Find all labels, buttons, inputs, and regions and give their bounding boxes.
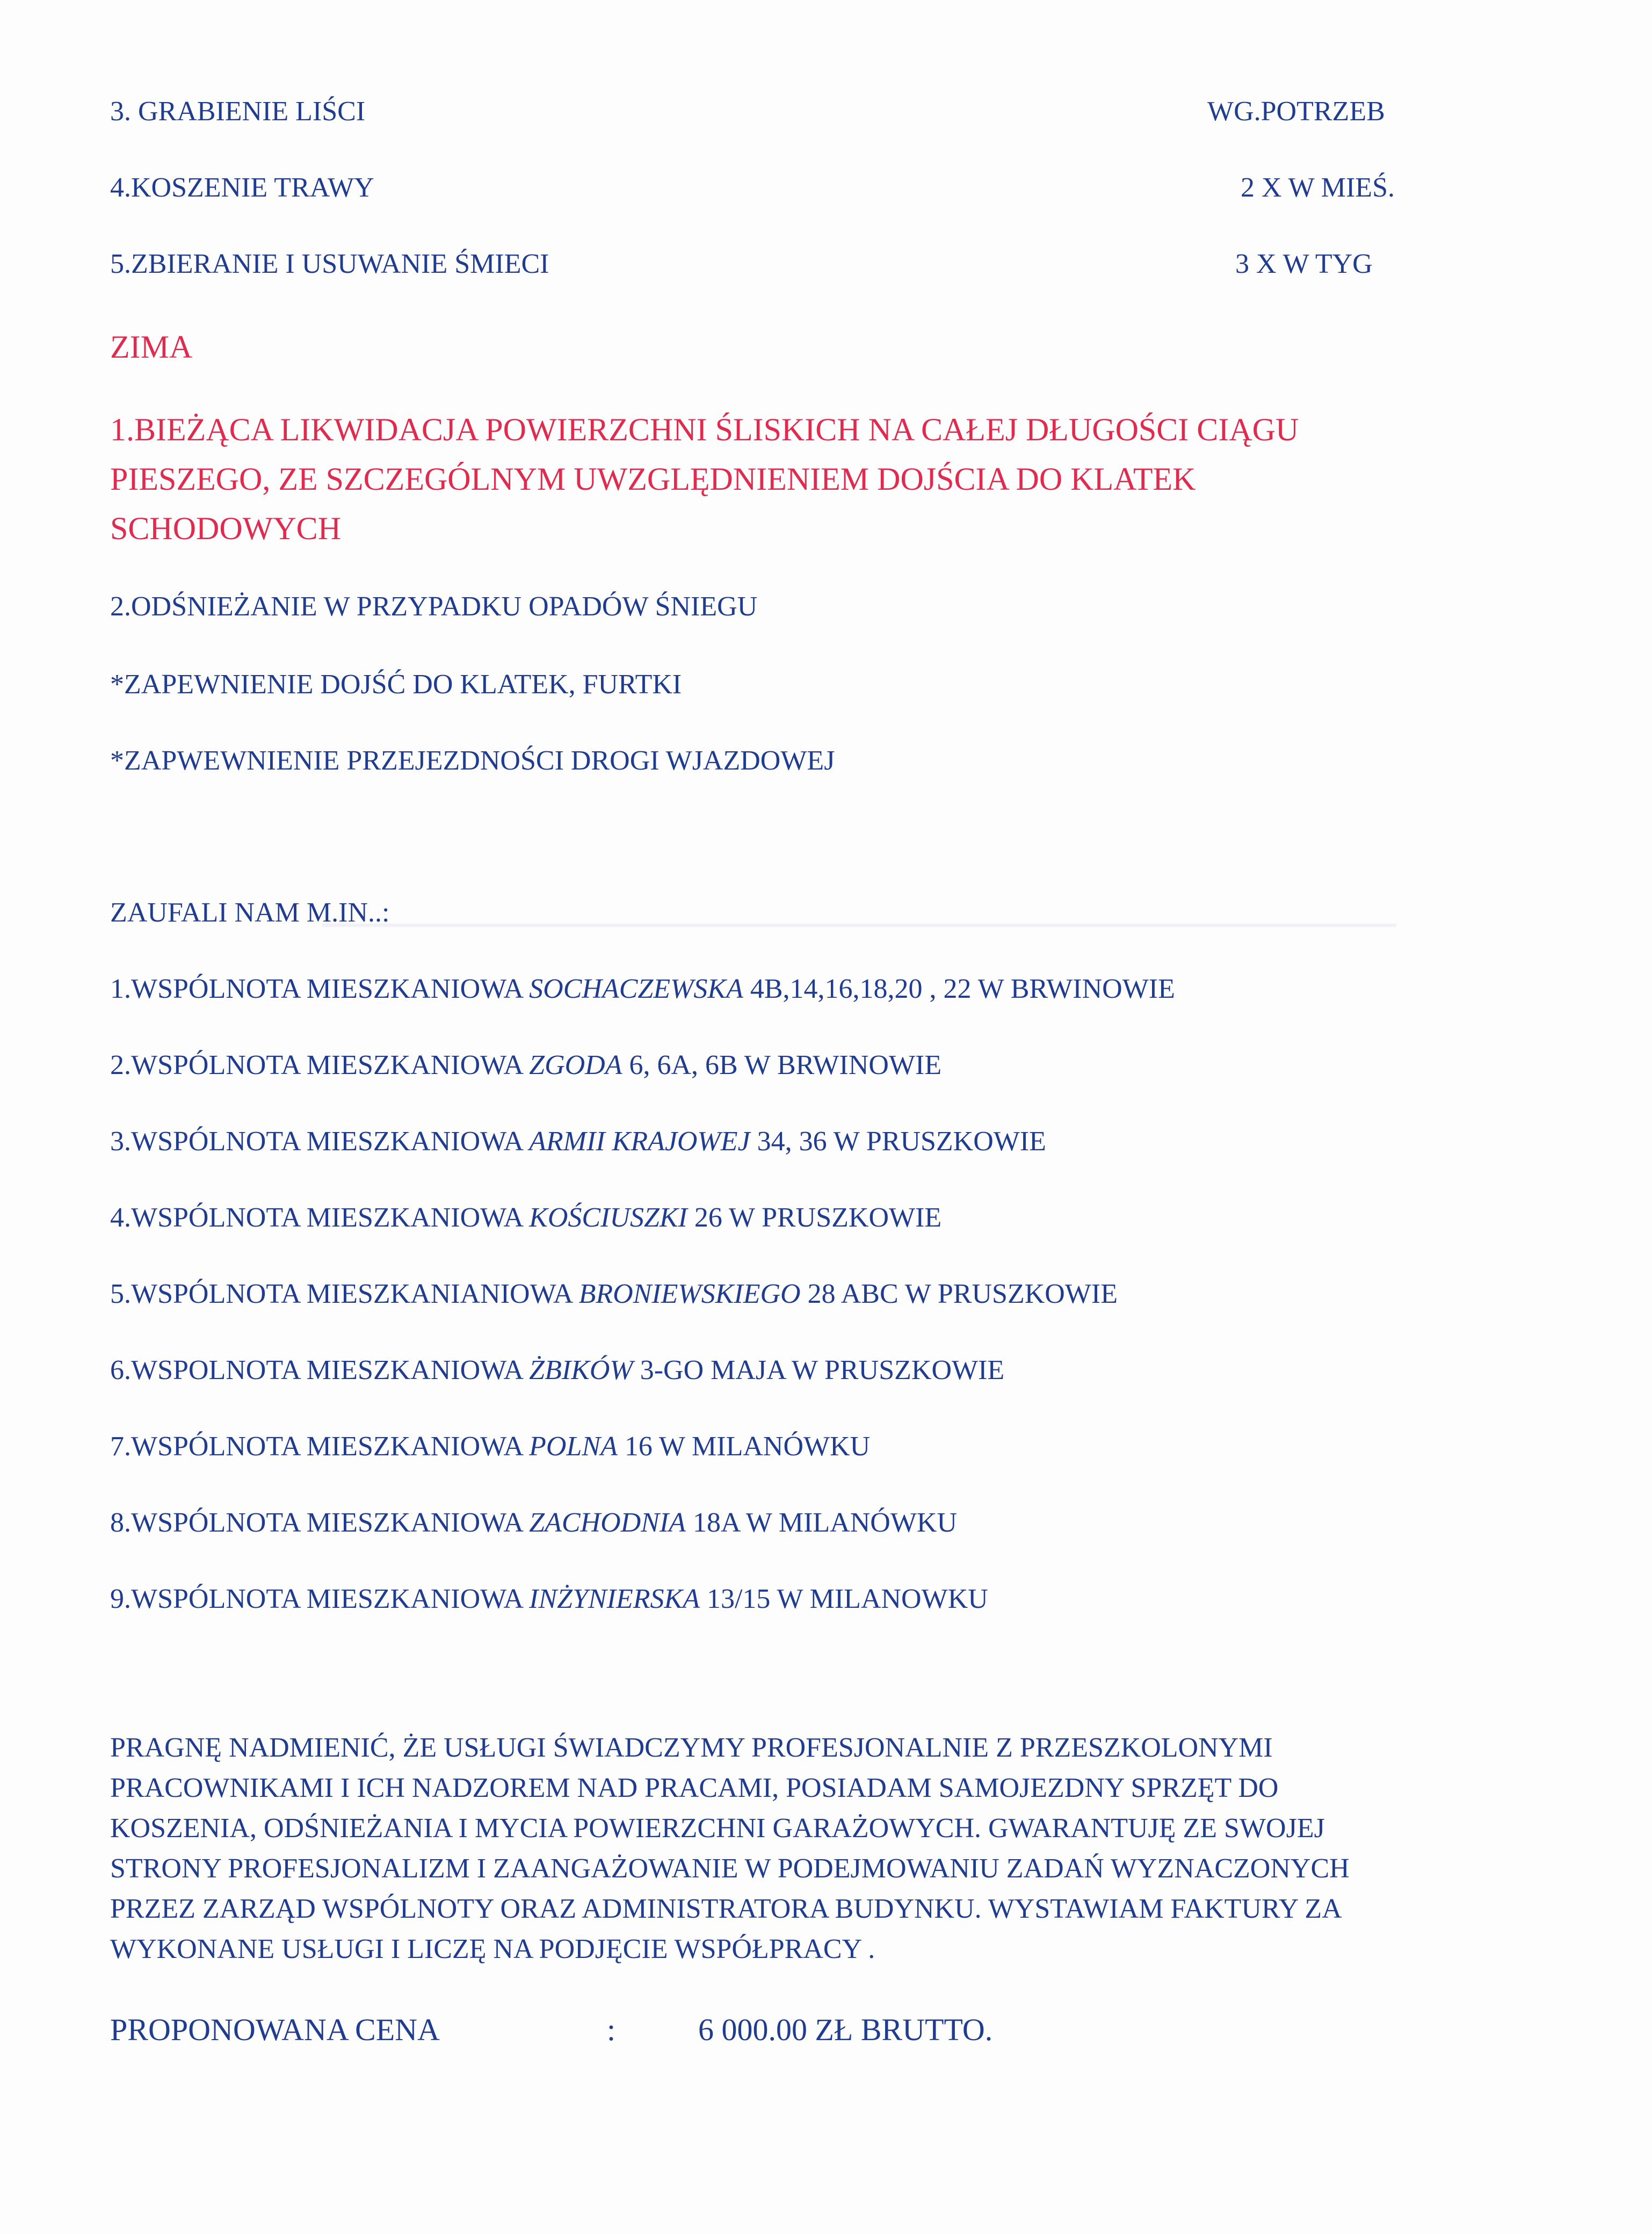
client-suffix: 13/15 W MILANOWKU (699, 1584, 988, 1614)
task-row-trash (110, 248, 549, 280)
closing-line: PRZEZ ZARZĄD WSPÓLNOTY ORAZ ADMINISTRATORA BUDYNKU. WYSTAWIAM FAKTURY ZA (110, 1894, 1342, 1924)
winter-sub-2: *ZAPWEWNIENIE PRZEJEZDNOŚCI DROGI WJAZDOWEJ (110, 745, 835, 776)
client-suffix: 6, 6A, 6B W BRWINOWIE (622, 1050, 942, 1080)
client-prefix: 1.WSPÓLNOTA MIESZKANIOWA (110, 974, 530, 1004)
client-prefix: 6.WSPOLNOTA MIESZKANIOWA (110, 1355, 530, 1386)
client-list-item (110, 1507, 957, 1539)
client-list-item (110, 1354, 1004, 1387)
winter-item-1-line-3: SCHODOWYCH (110, 511, 342, 546)
client-prefix: 5.WSPÓLNOTA MIESZKANIANIOWA (110, 1279, 579, 1309)
task-frequency: WG.POTRZEB (1207, 96, 1385, 127)
price-value: 6 000.00 ZŁ BRUTTO. (698, 2012, 993, 2047)
show-through-rule (322, 924, 1396, 927)
client-list-item (110, 1049, 941, 1082)
client-suffix: 18A W MILANÓWKU (685, 1507, 957, 1538)
client-street: ZACHODNIA (529, 1507, 686, 1538)
winter-item-1-line-2: PIESZEGO, ZE SZCZEGÓLNYM UWZGLĘDNIENIEM DOJŚCIA DO KLATEK (110, 461, 1196, 497)
task-label: 3. GRABIENIE LIŚCI (110, 96, 366, 127)
client-prefix: 4.WSPÓLNOTA MIESZKANIOWA (110, 1202, 530, 1233)
price-label: PROPONOWANA CENA (110, 2012, 440, 2047)
task-label: 4.KOSZENIE TRAWY (110, 172, 374, 203)
client-street: ŻBIKÓW (529, 1355, 633, 1386)
winter-heading: ZIMA (110, 329, 193, 365)
client-street: KOŚCIUSZKI (529, 1202, 687, 1233)
client-list-item (110, 973, 1175, 1005)
closing-line: PRAGNĘ NADMIENIĆ, ŻE USŁUGI ŚWIADCZYMY PROFESJONALNIE Z PRZESZKOLONYMI (110, 1732, 1273, 1763)
client-list-item (110, 1278, 1118, 1310)
client-suffix: 26 W PRUSZKOWIE (687, 1202, 942, 1233)
client-list-item (110, 1583, 988, 1615)
client-list-item (110, 1126, 1046, 1158)
winter-item-2: 2.ODŚNIEŻANIE W PRZYPADKU OPADÓW ŚNIEGU (110, 591, 758, 622)
client-street: BRONIEWSKIEGO (578, 1279, 801, 1309)
closing-line: STRONY PROFESJONALIZM I ZAANGAŻOWANIE W PODEJMOWANIU ZADAŃ WYZNACZONYCH (110, 1853, 1350, 1884)
task-row-mowing (110, 172, 374, 204)
client-suffix: 16 W MILANÓWKU (617, 1431, 871, 1462)
client-prefix: 9.WSPÓLNOTA MIESZKANIOWA (110, 1584, 530, 1614)
winter-sub-1: *ZAPEWNIENIE DOJŚĆ DO KLATEK, FURTKI (110, 669, 682, 700)
client-street: POLNA (529, 1431, 618, 1462)
client-prefix: 7.WSPÓLNOTA MIESZKANIOWA (110, 1431, 530, 1462)
closing-line: WYKONANE USŁUGI I LICZĘ NA PODJĘCIE WSPÓŁPRACY . (110, 1934, 875, 1964)
closing-line: KOSZENIA, ODŚNIEŻANIA I MYCIA POWIERZCHNI GARAŻOWYCH. GWARANTUJĘ ZE SWOJEJ (110, 1813, 1325, 1844)
clients-heading: ZAUFALI NAM M.IN..: (110, 897, 390, 928)
client-prefix: 8.WSPÓLNOTA MIESZKANIOWA (110, 1507, 530, 1538)
client-prefix: 2.WSPÓLNOTA MIESZKANIOWA (110, 1050, 530, 1080)
client-prefix: 3.WSPÓLNOTA MIESZKANIOWA (110, 1126, 530, 1157)
price-colon: : (607, 2012, 616, 2047)
client-suffix: 4B,14,16,18,20 , 22 W BRWINOWIE (743, 974, 1175, 1004)
client-suffix: 28 ABC W PRUSZKOWIE (800, 1279, 1118, 1309)
client-street: SOCHACZEWSKA (529, 974, 743, 1004)
client-suffix: 34, 36 W PRUSZKOWIE (750, 1126, 1046, 1157)
client-street: ARMII KRAJOWEJ (529, 1126, 750, 1157)
task-frequency: 3 X W TYG (1235, 249, 1373, 279)
client-street: ZGODA (529, 1050, 622, 1080)
client-suffix: 3-GO MAJA W PRUSZKOWIE (633, 1355, 1005, 1386)
task-row-leaves (110, 96, 365, 128)
client-list-item (110, 1431, 870, 1463)
closing-line: PRACOWNIKAMI I ICH NADZOREM NAD PRACAMI, POSIADAM SAMOJEZDNY SPRZĘT DO (110, 1773, 1279, 1803)
client-list-item (110, 1202, 941, 1234)
task-label: 5.ZBIERANIE I USUWANIE ŚMIECI (110, 249, 549, 279)
show-through-heading (354, 537, 366, 586)
client-street: INŻYNIERSKA (529, 1584, 700, 1614)
task-frequency: 2 X W MIEŚ. (1241, 172, 1395, 203)
winter-item-1-line-1: 1.BIEŻĄCA LIKWIDACJA POWIERZCHNI ŚLISKICH NA CAŁEJ DŁUGOŚCI CIĄGU (110, 412, 1299, 447)
